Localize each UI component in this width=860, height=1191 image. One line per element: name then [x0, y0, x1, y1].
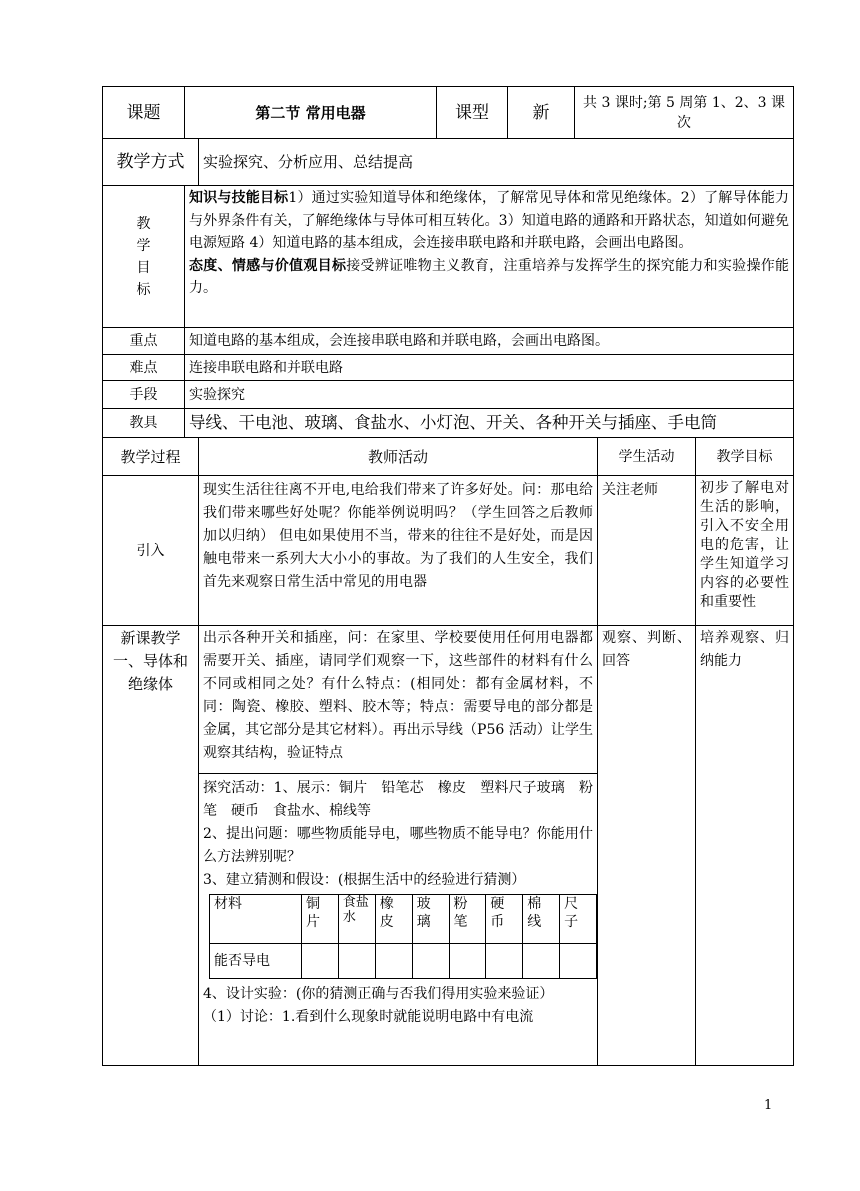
student-header: 学生活动 — [598, 438, 696, 476]
conductivity-result-cell[interactable] — [560, 944, 597, 979]
new-lesson-teacher: 出示各种开关和插座，问：在家里、学校要使用任何用电器都需要开关、插座，请同学们观察一下，这些部件的材料有什么不同或相同之处？有什么特点：(相同处：都有金属材料，不同：陶瓷、橡胶、塑料、胶木等；特点：需要导电的部分都是金属，其它部分是其它材料）。再出示导线（P56 活动）让学生观察其结构，验证特点 — [199, 626, 598, 774]
conductivity-header-cell: 食盐水 — [338, 895, 375, 944]
objectives-label — [103, 186, 185, 328]
topic-value: 第二节 常用电器 — [185, 87, 437, 139]
explore-cell — [199, 774, 598, 1066]
conductivity-result-cell[interactable] — [412, 944, 449, 979]
intro-row — [103, 476, 794, 626]
conductivity-header-cell: 棉线 — [523, 895, 560, 944]
knowledge-text: 1）通过实验知道导体和绝缘体，了解常见导体和常见绝缘体。2）了解导体能力与外界条件有关，了解绝缘体与导体可相互转化。3）知道电路的通路和开路状态，知道如何避免电源短路 4）知道电路的基本组成，会连接串联电路和并联电路，会画出电路图。 — [189, 190, 790, 251]
conductivity-header-cell: 粉笔 — [449, 895, 486, 944]
conductivity-header-row — [210, 895, 597, 944]
key-point-value: 知道电路的基本组成，会连接串联电路和并联电路，会画出电路图。 — [185, 328, 794, 355]
objectives-content — [185, 186, 794, 328]
process-header-row — [103, 438, 794, 476]
tools-value: 导线、干电池、玻璃、食盐水、小灯泡、开关、各种开关与插座、手电筒 — [185, 409, 794, 438]
teacher-header: 教师活动 — [199, 438, 598, 476]
explore-line-4: 4、设计实验：(你的猜测正确与否我们得用实验来验证） — [203, 986, 554, 1002]
conductivity-header-cell: 橡皮 — [375, 895, 412, 944]
conductivity-result-row — [210, 944, 597, 979]
intro-student: 关注老师 — [598, 476, 696, 626]
intro-goal: 初步了解电对生活的影响，引入不安全用电的危害，让学生知道学习内容的必要性和重要性 — [696, 476, 794, 626]
goal-header: 教学目标 — [696, 438, 794, 476]
new-lesson-goal: 培养观察、归纳能力 — [696, 626, 794, 1066]
difficulty-label: 难点 — [103, 355, 185, 381]
difficulty-row — [103, 355, 794, 381]
explore-line-2: 2、提出问题：哪些物质能导电，哪些物质不能导电？你能用什么方法辨别呢？ — [203, 826, 594, 865]
process-header: 教学过程 — [103, 438, 199, 476]
conductivity-result-cell[interactable] — [523, 944, 560, 979]
method-row — [103, 139, 794, 186]
conductivity-result-cell[interactable] — [338, 944, 375, 979]
conductivity-result-cell[interactable] — [302, 944, 339, 979]
conductivity-result-cell[interactable] — [375, 944, 412, 979]
knowledge-title: 知识与技能目标 — [189, 190, 289, 206]
hours-text: 共 3 课时;第 5 周第 1、2、3 课次 — [575, 87, 794, 139]
objectives-label-char: 教 — [136, 215, 151, 232]
objectives-row — [103, 186, 794, 328]
tools-label: 教具 — [103, 409, 185, 438]
objectives-label-char: 学 — [136, 237, 151, 254]
conductivity-header-cell: 尺子 — [560, 895, 597, 944]
means-label: 手段 — [103, 381, 185, 409]
conductivity-header-cell: 玻璃 — [412, 895, 449, 944]
means-row — [103, 381, 794, 409]
conductivity-result-cell[interactable] — [449, 944, 486, 979]
conductivity-header-cell: 铜片 — [302, 895, 339, 944]
intro-teacher: 现实生活往往离不开电,电给我们带来了许多好处。问：那电给我们带来哪些好处呢？你能举例说明吗？（学生回答之后教师加以归纳） 但电如果使用不当，带来的往往不是好处，而是因触电带来一系列大大小小的事故。为了我们的人生安全，我们首先来观察日常生活中常见的用电器 — [199, 476, 598, 626]
header-row — [103, 87, 794, 139]
topic-label: 课题 — [103, 87, 185, 139]
type-label: 课型 — [437, 87, 508, 139]
type-value: 新 — [508, 87, 575, 139]
explore-line-1: 探究活动：1、展示：铜片 铅笔芯 橡皮 塑料尺子玻璃 粉笔 硬币 食盐水、棉线等 — [203, 780, 594, 819]
new-lesson-stage: 新课教学一、导体和绝缘体 — [103, 626, 199, 1066]
conductivity-result-cell[interactable] — [486, 944, 523, 979]
intro-stage: 引入 — [103, 476, 199, 626]
new-lesson-student: 观察、判断、回答 — [598, 626, 696, 1066]
method-value: 实验探究、分析应用、总结提高 — [199, 139, 794, 186]
objectives-label-char: 标 — [136, 281, 151, 298]
lesson-plan-table — [102, 86, 794, 1066]
attitude-text: 接受辨证唯物主义教育，注重培养与发挥学生的探究能力和实验操作能力。 — [189, 257, 790, 296]
objectives-label-char: 目 — [136, 259, 151, 276]
conductivity-table — [209, 894, 597, 979]
key-point-row — [103, 328, 794, 355]
method-label: 教学方式 — [103, 139, 199, 186]
explore-line-3: 3、建立猜测和假设：(根据生活中的经验进行猜测） — [203, 872, 526, 888]
difficulty-value: 连接串联电路和并联电路 — [185, 355, 794, 381]
key-point-label: 重点 — [103, 328, 185, 355]
conductivity-header-cell: 硬币 — [486, 895, 523, 944]
tools-row — [103, 409, 794, 438]
means-value: 实验探究 — [185, 381, 794, 409]
conductivity-header-cell: 材料 — [210, 895, 302, 944]
page-number: 1 — [764, 1098, 773, 1113]
explore-line-5: （1）讨论：1.看到什么现象时就能说明电路中有电流 — [203, 1009, 534, 1025]
conductivity-row-label: 能否导电 — [210, 944, 302, 979]
attitude-title: 态度、情感与价值观目标 — [189, 257, 347, 274]
new-lesson-row — [103, 626, 794, 774]
